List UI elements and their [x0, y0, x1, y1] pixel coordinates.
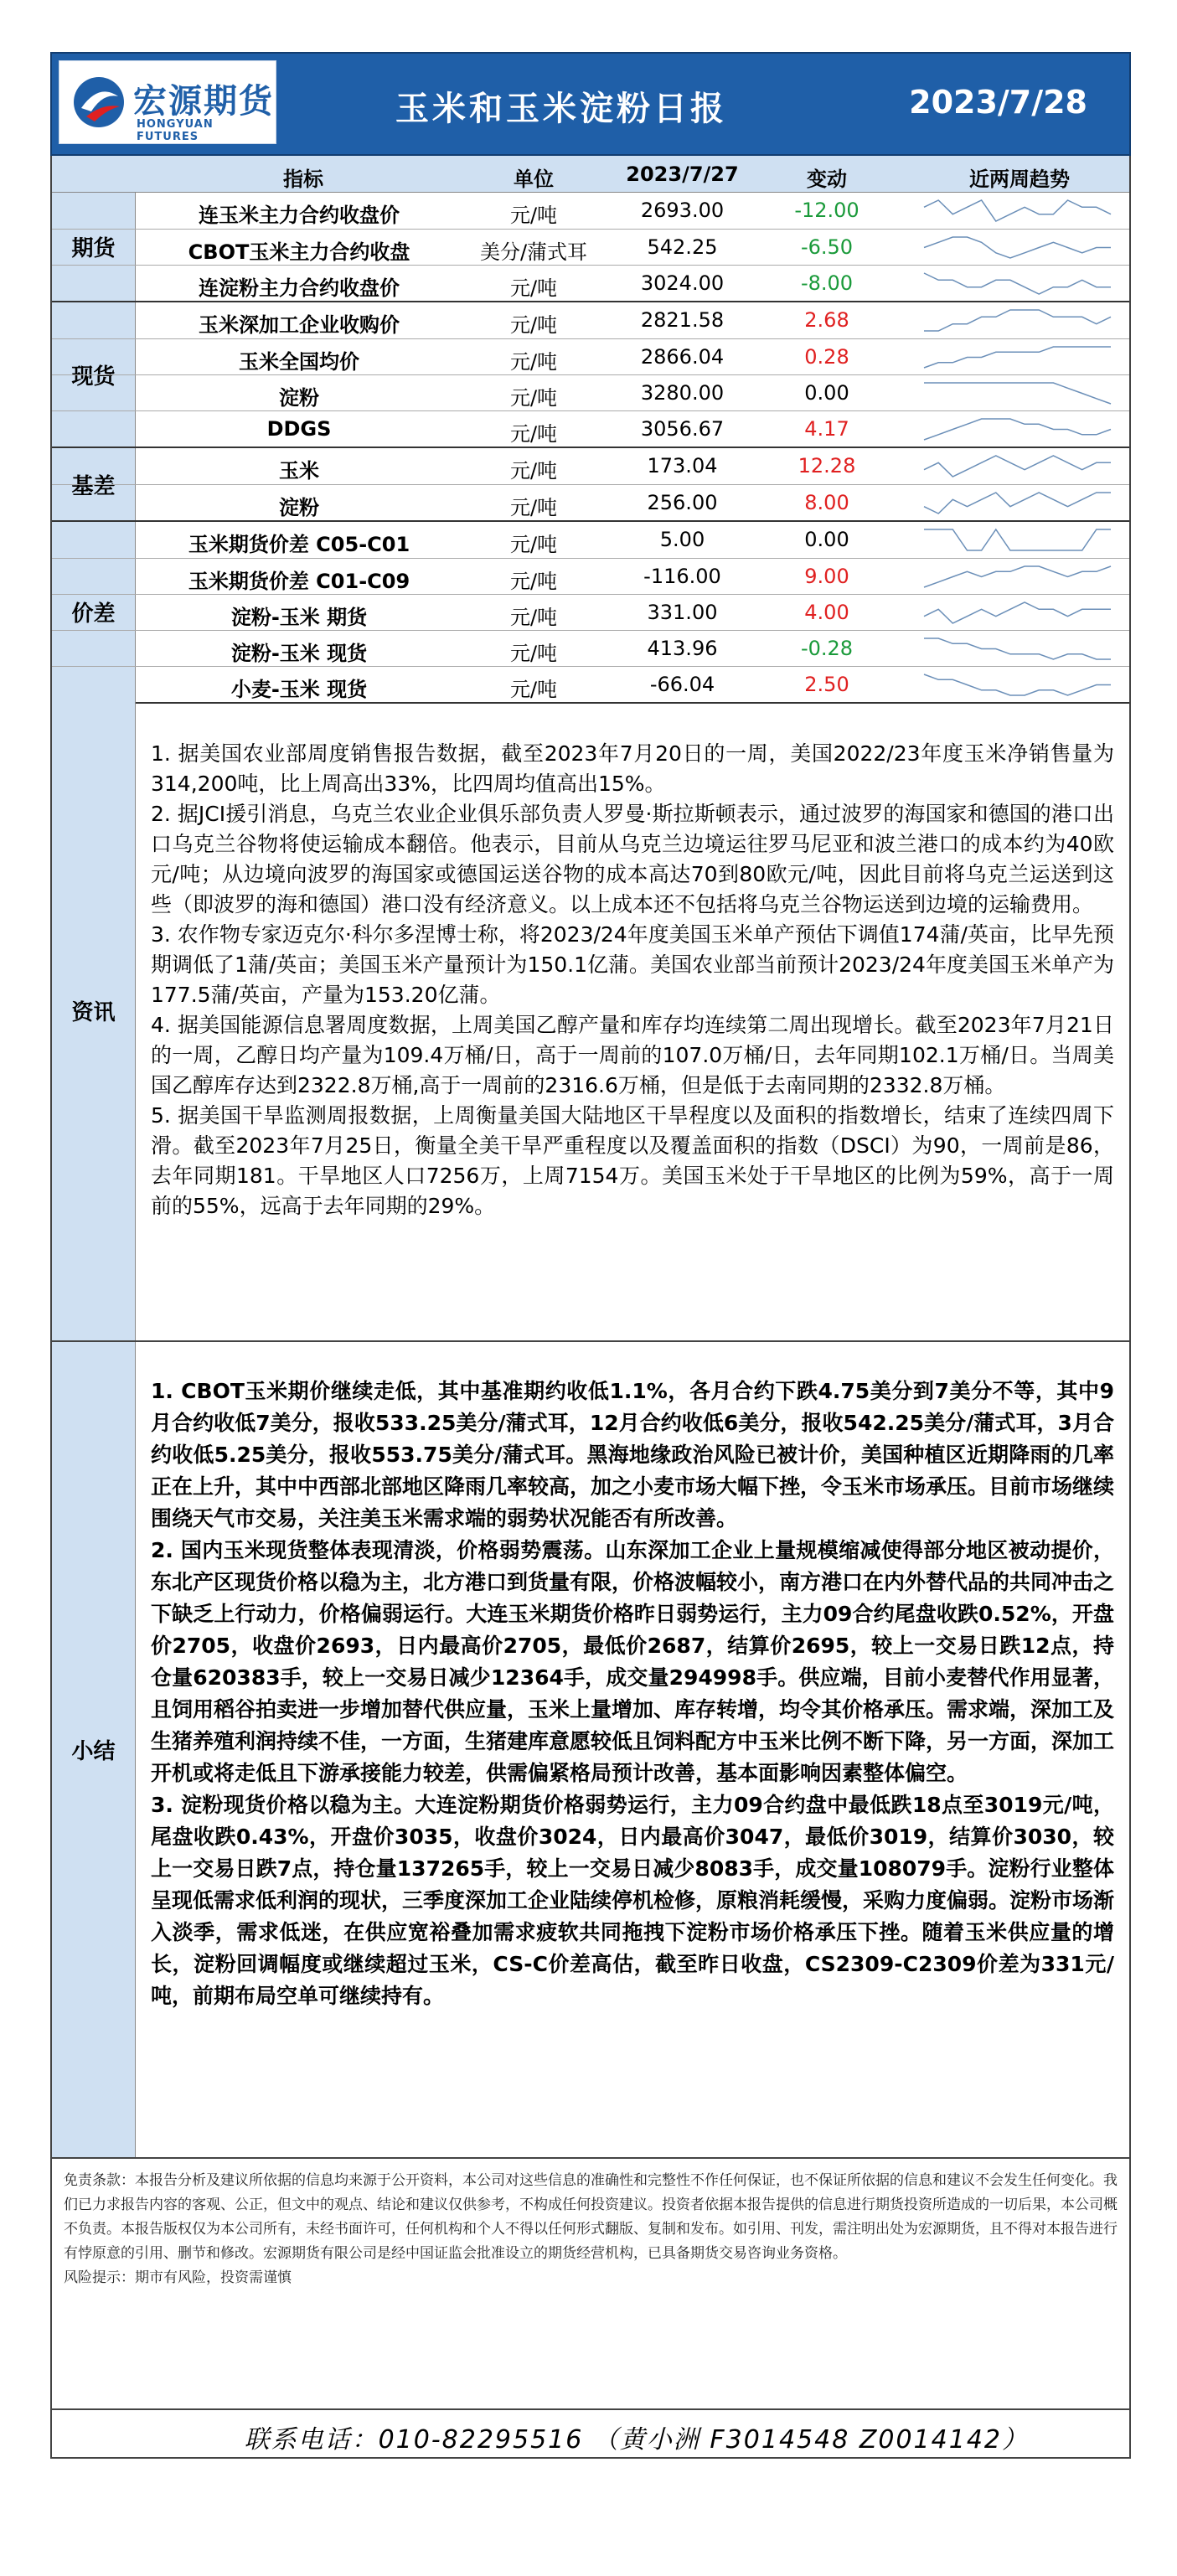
table-section [52, 448, 1129, 522]
news-paragraph: 5. 据美国干旱监测周报数据，上周衡量美国大陆地区干旱程度以及面积的指数增长，结束了连续四周下滑。截至2023年7月25日，衡量全美干旱严重程度以及覆盖面积的指数（DSCI）为90，一周前是86，去年同期181。干旱地区人口7256万，上周7154万。美国玉米处于干旱地区的比例为59%，高于一周前的55%，远高于去年同期的29%。 [151, 1103, 1114, 1218]
change-cell: -12.00 [794, 199, 860, 222]
trend-sparkline [919, 452, 1116, 481]
table-row [52, 193, 1129, 229]
trend-line [924, 273, 1111, 294]
change-cell: 8.00 [804, 491, 849, 514]
table-row [52, 558, 1129, 594]
report-header [50, 52, 1131, 156]
unit-cell: 元/吨 [509, 276, 558, 300]
logo-icon [70, 75, 128, 130]
contact-info: 联系电话：010-82295516 （黄小洲 F3014548 Z0014142） [244, 2425, 1029, 2455]
change-cell: 0.28 [804, 345, 849, 369]
unit-cell: 元/吨 [509, 570, 558, 593]
unit-cell: 元/吨 [509, 313, 558, 337]
table-row [52, 338, 1129, 374]
unit-cell: 元/吨 [509, 386, 558, 410]
trend-sparkline [919, 525, 1116, 555]
value-cell: 3024.00 [640, 271, 725, 295]
indicator-name: 玉米 [279, 459, 319, 483]
table-row [52, 630, 1129, 666]
value-cell: 173.04 [647, 454, 718, 478]
trend-line [924, 602, 1111, 623]
unit-cell: 美分/蒲式耳 [479, 240, 588, 264]
contact-bar [50, 2410, 1131, 2459]
company-logo [59, 60, 276, 144]
summary-section [50, 1342, 1131, 2159]
value-cell: 5.00 [659, 528, 705, 551]
unit-cell: 元/吨 [509, 533, 558, 556]
change-cell: -8.00 [800, 271, 854, 295]
news-body [151, 739, 1114, 1221]
indicator-name: 连玉米主力合约收盘价 [199, 204, 400, 227]
trend-line [924, 638, 1111, 659]
value-cell: 3056.67 [640, 417, 725, 441]
table-section [52, 522, 1129, 704]
news-section [50, 680, 1131, 1342]
trend-sparkline [919, 415, 1116, 444]
column-unit: 单位 [514, 168, 554, 191]
table-row [52, 302, 1129, 338]
value-cell: -116.00 [643, 565, 721, 588]
trend-sparkline [919, 196, 1116, 225]
table-section [52, 302, 1129, 448]
news-paragraph: 2. 据JCI援引消息，乌克兰农业企业俱乐部负责人罗曼·斯拉斯顿表示，通过波罗的海国家和德国的港口出口乌克兰谷物将使运输成本翻倍。他表示，目前从乌克兰边境运往罗马尼亚和波兰港口的成本约为40欧元/吨；从边境向波罗的海国家或德国运送谷物的成本高达70到80欧元/吨，因此目前将乌克兰运送到这些（即波罗的海和德国）港口没有经济意义。以上成本还不包括将乌克兰谷物运送到边境的运输费用。 [151, 802, 1114, 916]
value-cell: 3280.00 [640, 381, 725, 405]
change-cell: 12.28 [798, 454, 856, 478]
summary-paragraph: 2. 国内玉米现货整体表现清淡，价格弱势震荡。山东深加工企业上量规模缩减使得部分地区被动提价，东北产区现货价格以稳为主，北方港口到货量有限，价格波幅较小，南方港口在内外替代品的共同冲击之下缺乏上行动力，价格偏弱运行。大连玉米期货价格昨日弱势运行，主力09合约尾盘收跌0.52%，开盘价2705，收盘价2693，日内最高价2705，最低价2687，结算价2695，较上一交易日跌12点，持仓量620383手，较上一交易日减少12364手，成交量294998手。供应端，目前小麦替代作用显著，且饲用稻谷拍卖进一步增加替代供应量，玉米上量增加、库存转增，均令其价格承压。需求端，深加工及生猪养殖利润持续不佳，一方面，生猪建库意愿较低且饲料配方中玉米比例不断下降，另一方面，深加工开机或将走低且下游承接能力较差，供需偏紧格局预计改善，基本面影响因素整体偏空。 [151, 1538, 1115, 1785]
trend-line [924, 529, 1111, 550]
trend-line [924, 493, 1111, 514]
table-row [52, 229, 1129, 265]
trend-sparkline [919, 233, 1116, 262]
column-date: 2023/7/27 [626, 163, 739, 186]
logo-english-name: HONGYUAN FUTURES [137, 118, 214, 143]
unit-cell: 元/吨 [509, 204, 558, 227]
section-label: 基差 [52, 448, 136, 520]
indicator-name: DDGS [266, 417, 332, 441]
table-row [52, 374, 1129, 410]
change-cell: 4.00 [804, 601, 849, 624]
value-cell: 331.00 [647, 601, 718, 624]
summary-section-label: 小结 [52, 1342, 136, 2157]
news-section-label: 资讯 [52, 680, 136, 1340]
trend-sparkline [919, 343, 1116, 372]
table-row [52, 265, 1129, 301]
change-cell: 4.17 [804, 417, 849, 441]
trend-sparkline [919, 562, 1116, 591]
indicator-name: 淀粉-玉米 现货 [230, 642, 368, 665]
table-body [52, 193, 1129, 704]
disclaimer-text: 免责条款：本报告分析及建议所依据的信息均来源于公开资料，本公司对这些信息的准确性和完整性不作任何保证，也不保证所依据的信息和建议不会发生任何变化。我们已力求报告内容的客观、公正，但文中的观点、结论和建议仅供参考，不构成任何投资建议。投资者依据本报告提供的信息进行期货投资所造成的一切后果，本公司概不负责。本报告版权仅为本公司所有，未经书面许可，任何机构和个人不得以任何形式翻版、复制和发布。如引用、刊发，需注明出处为宏源期货，且不得对本报告进行有悖原意的引用、删节和修改。宏源期货有限公司是经中国证监会批准设立的期货经营机构，已具备期货交易咨询业务资格。 [64, 2172, 1118, 2262]
unit-cell: 元/吨 [509, 606, 558, 629]
unit-cell: 元/吨 [509, 642, 558, 665]
table-row [52, 448, 1129, 484]
change-cell: -0.28 [800, 637, 854, 660]
value-cell: 256.00 [647, 491, 718, 514]
indicator-name: 淀粉 [279, 496, 319, 519]
indicator-name: CBOT玉米主力合约收盘 [188, 240, 410, 264]
risk-warning: 风险提示：期市有风险，投资需谨慎 [64, 2269, 292, 2286]
trend-sparkline [919, 598, 1116, 627]
table-header-row [52, 156, 1129, 193]
trend-line [924, 383, 1111, 404]
unit-cell: 元/吨 [509, 459, 558, 483]
unit-cell: 元/吨 [509, 496, 558, 519]
unit-cell: 元/吨 [509, 422, 558, 446]
indicator-name: 玉米全国均价 [239, 350, 359, 374]
news-paragraph: 3. 农作物专家迈克尔·科尔多涅博士称，将2023/24年度美国玉米单产预估下调值174蒲/英亩，比早先预期调低了1蒲/英亩；美国玉米产量预计为150.1亿蒲。美国农业部当前预计2023/24年度美国玉米单产为177.5蒲/英亩，产量为153.20亿蒲。 [151, 922, 1114, 1007]
change-cell: -6.50 [800, 235, 854, 259]
column-trend: 近两周趋势 [969, 168, 1070, 191]
unit-cell: 元/吨 [509, 678, 558, 701]
section-label: 期货 [52, 193, 136, 301]
indicator-name: 玉米期货价差 C05-C01 [188, 533, 410, 556]
logo-chinese-name: 宏源期货 [133, 82, 274, 121]
summary-paragraph: 1. CBOT玉米期价继续走低，其中基准期约收低1.1%，各月合约下跌4.75美分到7美分不等，其中9月合约收低7美分，报收533.25美分/蒲式耳，12月合约收低6美分，报收542.25美分/蒲式耳，3月合约收低5.25美分，报收553.75美分/蒲式耳。黑海地缘政治风险已被计价，美国种植区近期降雨的几率正在上升，其中中西部北部地区降雨几率较高，加之小麦市场大幅下挫，令玉米市场承压。目前市场继续围绕天气市交易，关注美玉米需求端的弱势状况能否有所改善。 [151, 1379, 1115, 1531]
table-row [52, 484, 1129, 520]
indicator-name: 淀粉 [279, 386, 319, 410]
news-paragraph: 4. 据美国能源信息署周度数据，上周美国乙醇产量和库存均连续第二周出现增长。截至2023年7月21日的一周，乙醇日均产量为109.4万桶/日，高于一周前的107.0万桶/日，去年同期102.1万桶/日。当周美国乙醇库存达到2322.8万桶,高于一周前的2316.6万桶，但是低于去南同期的2332.8万桶。 [151, 1013, 1114, 1097]
indicator-name: 淀粉-玉米 期货 [230, 606, 368, 629]
change-cell: 2.50 [804, 673, 849, 696]
table-section [52, 193, 1129, 302]
change-cell: 2.68 [804, 308, 849, 332]
change-cell: 0.00 [804, 528, 849, 551]
unit-cell: 元/吨 [509, 350, 558, 374]
report-title: 玉米和玉米淀粉日报 [395, 90, 727, 128]
indicator-name: 小麦-玉米 现货 [230, 678, 368, 701]
table-row [52, 522, 1129, 558]
table-row [52, 410, 1129, 447]
trend-line [924, 419, 1111, 440]
value-cell: 2866.04 [640, 345, 725, 369]
value-cell: 2693.00 [640, 199, 725, 222]
section-label: 价差 [52, 522, 136, 702]
news-paragraph: 1. 据美国农业部周度销售报告数据，截至2023年7月20日的一周，美国2022/23年度玉米净销售量为314,200吨，比上周高出33%，比四周均值高出15%。 [151, 741, 1114, 796]
table-row [52, 594, 1129, 630]
column-indicator: 指标 [283, 168, 323, 191]
indicator-name: 玉米深加工企业收购价 [199, 313, 400, 337]
trend-sparkline [919, 269, 1116, 298]
trend-sparkline [919, 306, 1116, 335]
indicator-name: 连淀粉主力合约收盘价 [199, 276, 400, 300]
value-cell: 413.96 [647, 637, 718, 660]
trend-sparkline [919, 634, 1116, 663]
summary-paragraph: 3. 淀粉现货价格以稳为主。大连淀粉期货价格弱势运行，主力09合约盘中最低跌18点至3019元/吨，尾盘收跌0.43%，开盘价3035，收盘价3024，日内最高价3047，最低价3019，结算价3030，较上一交易日跌7点，持仓量137265手，较上一交易日减少8083手，成交量108079手。淀粉行业整体呈现低需求低利润的现状，三季度深加工企业陆续停机检修，原粮消耗缓慢，采购力度偏弱。淀粉市场渐入淡季，需求低迷，在供应宽裕叠加需求疲软共同拖拽下淀粉市场价格承压下挫。随着玉米供应量的增长，淀粉回调幅度或继续超过玉米，CS-C价差高估，截至昨日收盘，CS2309-C2309价差为331元/吨，前期布局空单可继续持有。 [151, 1793, 1115, 2008]
value-cell: 2821.58 [640, 308, 725, 332]
value-cell: -66.04 [649, 673, 715, 696]
trend-line [924, 456, 1111, 477]
disclaimer-section [50, 2159, 1131, 2410]
change-cell: 0.00 [804, 381, 849, 405]
trend-line [924, 566, 1111, 587]
indicator-table [50, 156, 1131, 704]
trend-line [924, 237, 1111, 258]
trend-line [924, 347, 1111, 368]
summary-body [151, 1376, 1114, 2012]
change-cell: 9.00 [804, 565, 849, 588]
trend-line [924, 310, 1111, 331]
trend-sparkline [919, 488, 1116, 518]
indicator-name: 玉米期货价差 C01-C09 [188, 570, 410, 593]
trend-line [924, 200, 1111, 221]
report-date: 2023/7/28 [909, 84, 1087, 121]
section-label: 现货 [52, 302, 136, 447]
trend-sparkline [919, 379, 1116, 408]
value-cell: 542.25 [647, 235, 718, 259]
column-change: 变动 [807, 168, 847, 191]
report-page [50, 52, 1131, 2553]
